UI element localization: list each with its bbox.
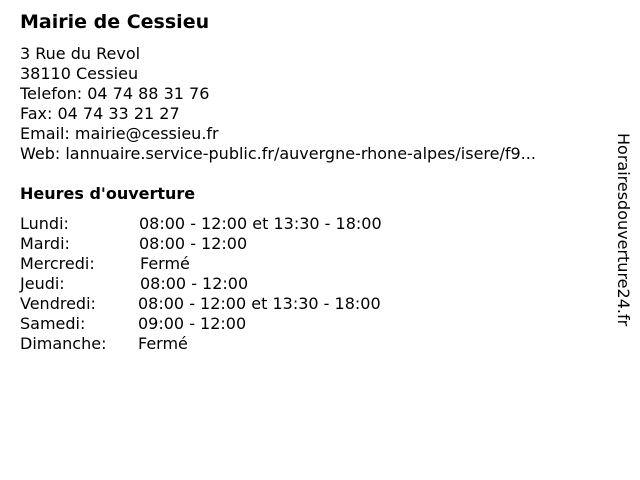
hours-row-saturday bbox=[20, 314, 440, 334]
day-label: Mardi: bbox=[20, 234, 70, 253]
opening-hours-list bbox=[20, 214, 440, 354]
day-label: Jeudi: bbox=[20, 274, 65, 293]
email-address: Email: mairie@cessieu.fr bbox=[20, 124, 219, 143]
address-street: 3 Rue du Revol bbox=[20, 44, 141, 63]
website-link: Web: lannuaire.service-public.fr/auvergne-rhone-alpes/isere/f9... bbox=[20, 144, 536, 163]
fax-number: Fax: 04 74 33 21 27 bbox=[20, 104, 180, 123]
phone-number: Telefon: 04 74 88 31 76 bbox=[20, 84, 210, 103]
opening-hours-heading: Heures d'ouverture bbox=[20, 184, 196, 203]
site-watermark: Horairesdouverture24.fr bbox=[614, 133, 633, 327]
time-value: 08:00 - 12:00 bbox=[140, 274, 249, 293]
time-value: Fermé bbox=[138, 334, 188, 353]
time-value: Fermé bbox=[140, 254, 190, 273]
time-value: 08:00 - 12:00 et 13:30 - 18:00 bbox=[138, 294, 381, 313]
hours-row-monday bbox=[20, 214, 440, 234]
hours-row-friday bbox=[20, 294, 440, 314]
address-postal-city: 38110 Cessieu bbox=[20, 64, 139, 83]
time-value: 09:00 - 12:00 bbox=[138, 314, 247, 333]
hours-row-sunday bbox=[20, 334, 440, 354]
day-label: Mercredi: bbox=[20, 254, 95, 273]
hours-row-wednesday bbox=[20, 254, 440, 274]
hours-row-thursday bbox=[20, 274, 440, 294]
day-label: Vendredi: bbox=[20, 294, 96, 313]
day-label: Samedi: bbox=[20, 314, 86, 333]
hours-row-tuesday bbox=[20, 234, 440, 254]
time-value: 08:00 - 12:00 et 13:30 - 18:00 bbox=[139, 214, 382, 233]
day-label: Lundi: bbox=[20, 214, 69, 233]
business-name: Mairie de Cessieu bbox=[20, 11, 210, 33]
day-label: Dimanche: bbox=[20, 334, 107, 353]
time-value: 08:00 - 12:00 bbox=[139, 234, 248, 253]
contact-info bbox=[20, 44, 536, 164]
